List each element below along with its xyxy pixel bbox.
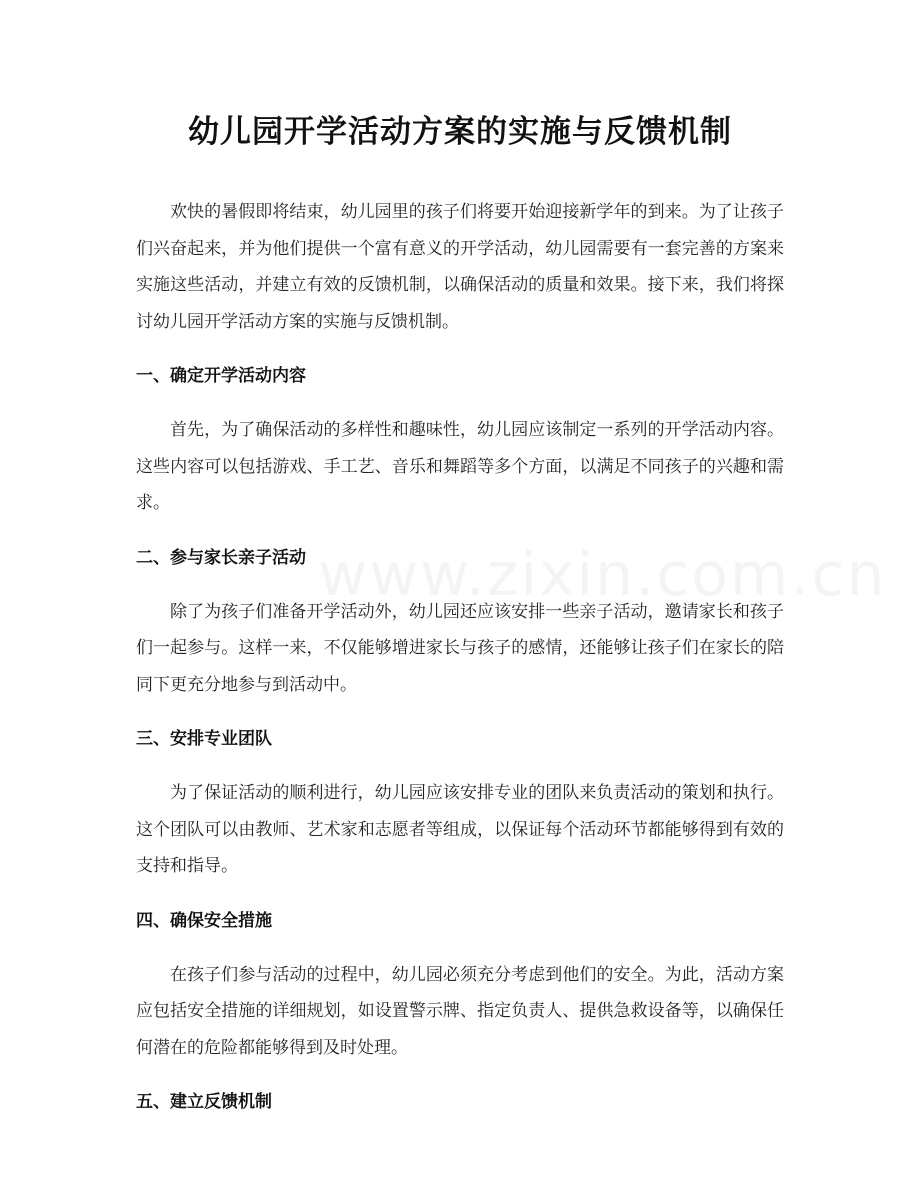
section-body-4: 在孩子们参与活动的过程中，幼儿园必须充分考虑到他们的安全。为此，活动方案应包括安全措施的详细规划，如设置警示牌、指定负责人、提供急救设备等，以确保任何潜在的危险都能够得到及时处理。 (136, 964, 784, 1058)
section-body-1: 首先，为了确保活动的多样性和趣味性，幼儿园应该制定一系列的开学活动内容。这些内容可以包括游戏、手工艺、音乐和舞蹈等多个方面，以满足不同孩子的兴趣和需求。 (136, 420, 784, 513)
section-heading-5: 五、建立反馈机制 (136, 1092, 272, 1112)
section-heading-1: 一、确定开学活动内容 (136, 366, 306, 386)
section-body-3: 为了保证活动的顺利进行，幼儿园应该安排专业的团队来负责活动的策划和执行。这个团队可以由教师、艺术家和志愿者等组成，以保证每个活动环节都能够得到有效的支持和指导。 (136, 783, 784, 876)
document-title: 幼儿园开学活动方案的实施与反馈机制 (188, 114, 732, 150)
section-body-2: 除了为孩子们准备开学活动外，幼儿园还应该安排一些亲子活动，邀请家长和孩子们一起参与。这样一来，不仅能够增进家长与孩子的感情，还能够让孩子们在家长的陪同下更充分地参与到活动中。 (136, 601, 784, 695)
section-heading-4: 四、确保安全措施 (136, 910, 272, 931)
section-heading-3: 三、安排专业团队 (136, 729, 272, 749)
intro-paragraph: 欢快的暑假即将结束，幼儿园里的孩子们将要开始迎接新学年的到来。为了让孩子们兴奋起来，并为他们提供一个富有意义的开学活动，幼儿园需要有一套完善的方案来实施这些活动，并建立有效的反馈机制，以确保活动的质量和效果。接下来，我们将探讨幼儿园开学活动方案的实施与反馈机制。 (136, 202, 784, 332)
section-heading-2: 二、参与家长亲子活动 (136, 547, 306, 568)
